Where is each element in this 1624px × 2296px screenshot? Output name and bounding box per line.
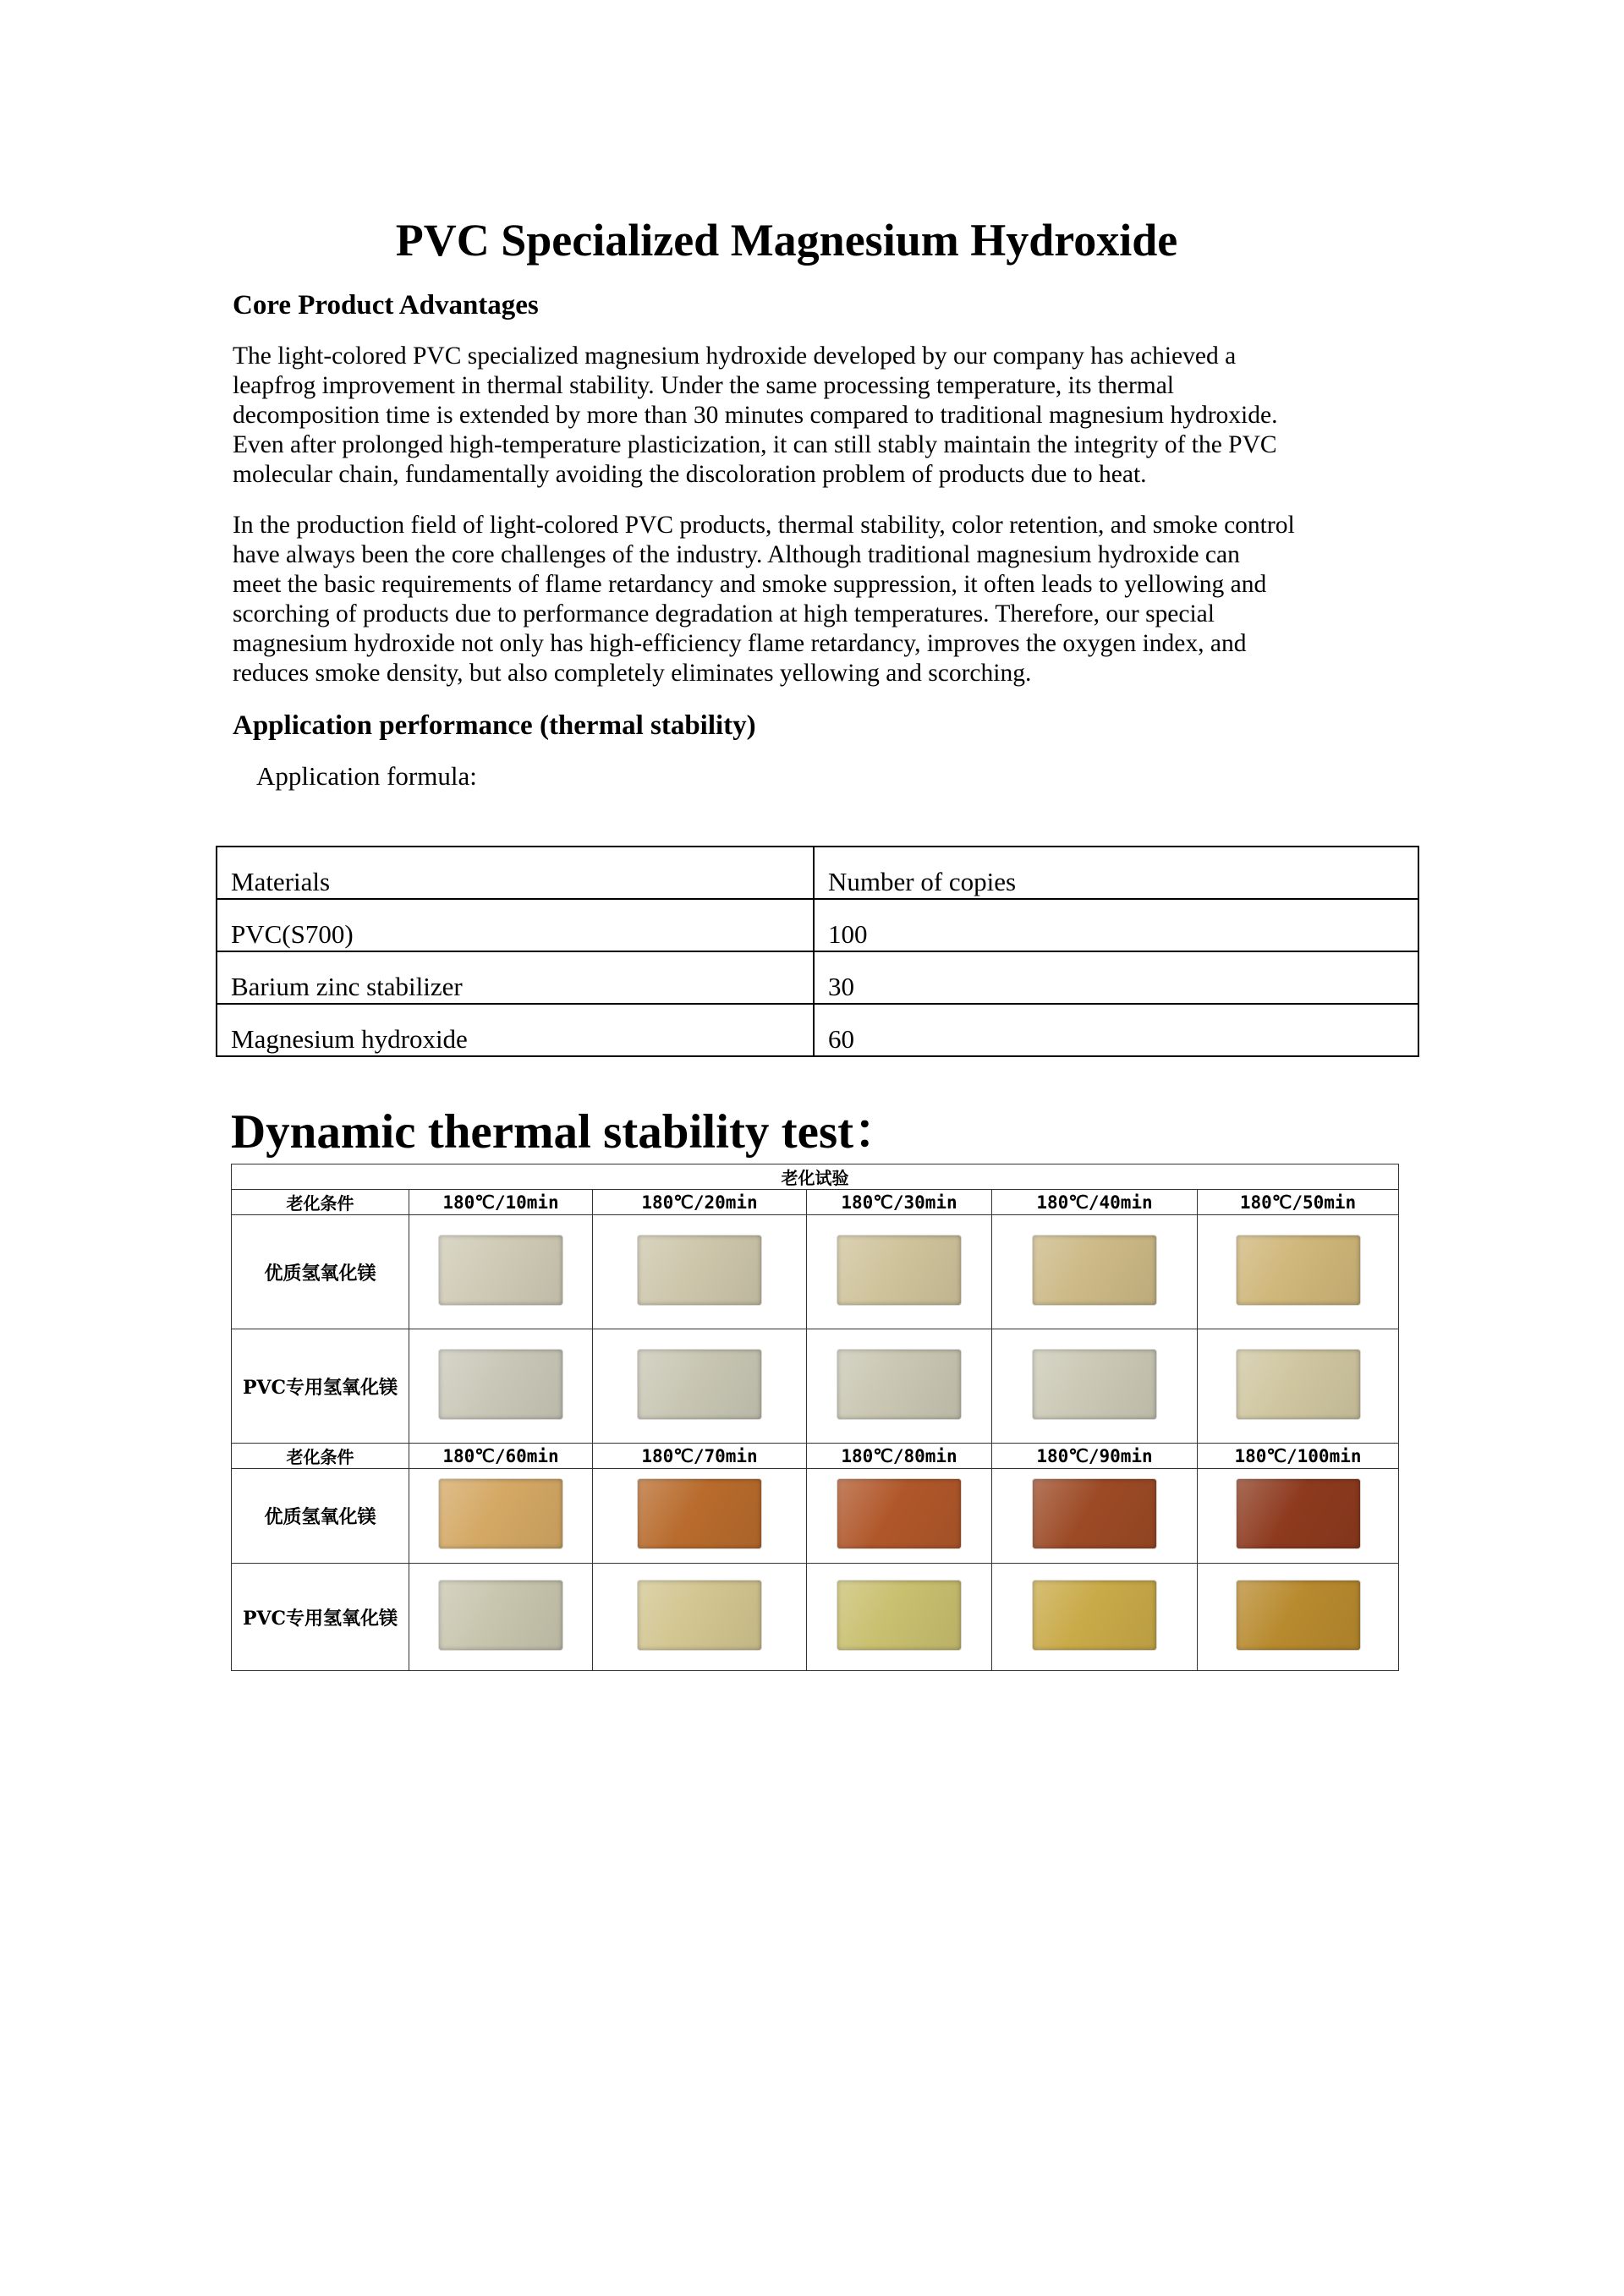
time-header: 180℃/10min (409, 1190, 593, 1215)
time-header: 180℃/100min (1198, 1444, 1399, 1469)
row-label-pvc: PVC专用氢氧化镁 (232, 1329, 409, 1444)
row-label-pvc: PVC专用氢氧化镁 (232, 1564, 409, 1671)
row-label-quality: 优质氢氧化镁 (232, 1469, 409, 1564)
time-header: 180℃/80min (807, 1444, 992, 1469)
aging-test-figure (231, 1164, 1398, 1667)
row-label-quality: 优质氢氧化镁 (232, 1215, 409, 1329)
paragraph-line: have always been the core challenges of the industry. Although traditional magnesium hydroxide can (233, 541, 1240, 568)
section-heading-core-advantages: Core Product Advantages (233, 290, 539, 321)
sample-swatch (1033, 1350, 1156, 1419)
paragraph-2 (233, 511, 1417, 688)
table-cell: Barium zinc stabilizer (217, 951, 814, 1004)
paragraph-line: molecular chain, fundamentally avoiding the discoloration problem of products due to heat. (233, 461, 1147, 488)
sample-swatch (439, 1350, 562, 1419)
paragraph-line: Even after prolonged high-temperature plasticization, it can still stably maintain the integrity of the PVC (233, 431, 1277, 458)
table-cell: 60 (814, 1004, 1418, 1056)
formula-table (216, 846, 1419, 1057)
table-cell: 100 (814, 899, 1418, 951)
sample-swatch (638, 1236, 761, 1305)
sample-swatch (638, 1581, 761, 1650)
page-title: PVC Specialized Magnesium Hydroxide (395, 215, 1178, 266)
table-cell: Magnesium hydroxide (217, 1004, 814, 1056)
time-header: 180℃/30min (807, 1190, 992, 1215)
condition-label: 老化条件 (232, 1190, 409, 1215)
paragraph-line: The light-colored PVC specialized magnesium hydroxide developed by our company has achieved a (233, 342, 1237, 370)
table-row (217, 951, 1418, 1004)
time-header: 180℃/40min (992, 1190, 1198, 1215)
paragraph-line: meet the basic requirements of flame retardancy and smoke suppression, it often leads to yellowing and (233, 571, 1267, 598)
sample-swatch (1237, 1479, 1360, 1548)
sample-row (232, 1329, 1399, 1444)
table-cell: PVC(S700) (217, 899, 814, 951)
table-header-row (217, 847, 1418, 899)
time-header: 180℃/70min (593, 1444, 807, 1469)
sample-swatch (1237, 1236, 1360, 1305)
paragraph-line: magnesium hydroxide not only has high-efficiency flame retardancy, improves the oxygen index, and (233, 630, 1247, 657)
paragraph-line: reduces smoke density, but also completely eliminates yellowing and scorching. (233, 660, 1032, 687)
section-heading-application-performance: Application performance (thermal stability) (233, 710, 756, 741)
sample-swatch (1033, 1479, 1156, 1548)
paragraph-line: decomposition time is extended by more than 30 minutes compared to traditional magnesium hydroxide. (233, 402, 1278, 429)
sample-swatch (439, 1581, 562, 1650)
table-row (217, 899, 1418, 951)
table-header-cell: Materials (217, 847, 814, 899)
table-cell: 30 (814, 951, 1418, 1004)
sample-swatch (1033, 1581, 1156, 1650)
sample-swatch (837, 1236, 961, 1305)
sample-row (232, 1564, 1399, 1671)
sample-swatch (638, 1479, 761, 1548)
sample-row (232, 1469, 1399, 1564)
table-header-cell: Number of copies (814, 847, 1418, 899)
formula-label: Application formula: (256, 761, 477, 791)
time-header: 180℃/90min (992, 1444, 1198, 1469)
sample-swatch (837, 1350, 961, 1419)
sample-swatch (1033, 1236, 1156, 1305)
paragraph-1 (233, 342, 1417, 490)
paragraph-line: In the production field of light-colored PVC products, thermal stability, color retention, and smoke control (233, 512, 1295, 539)
sample-swatch (638, 1350, 761, 1419)
sample-swatch (837, 1581, 961, 1650)
sample-row (232, 1215, 1399, 1329)
condition-label: 老化条件 (232, 1444, 409, 1469)
sample-swatch (439, 1236, 562, 1305)
aging-table-title: 老化试验 (232, 1164, 1399, 1190)
sample-swatch (439, 1479, 562, 1548)
time-header: 180℃/60min (409, 1444, 593, 1469)
time-header: 180℃/50min (1198, 1190, 1399, 1215)
table-row (217, 1004, 1418, 1056)
time-header: 180℃/20min (593, 1190, 807, 1215)
aging-test-title: Dynamic thermal stability test： (231, 1105, 903, 1159)
sample-swatch (1237, 1581, 1360, 1650)
sample-swatch (1237, 1350, 1360, 1419)
paragraph-line: leapfrog improvement in thermal stability. Under the same processing temperature, its thermal (233, 372, 1175, 399)
sample-swatch (837, 1479, 961, 1548)
paragraph-line: scorching of products due to performance degradation at high temperatures. Therefore, our special (233, 600, 1215, 627)
